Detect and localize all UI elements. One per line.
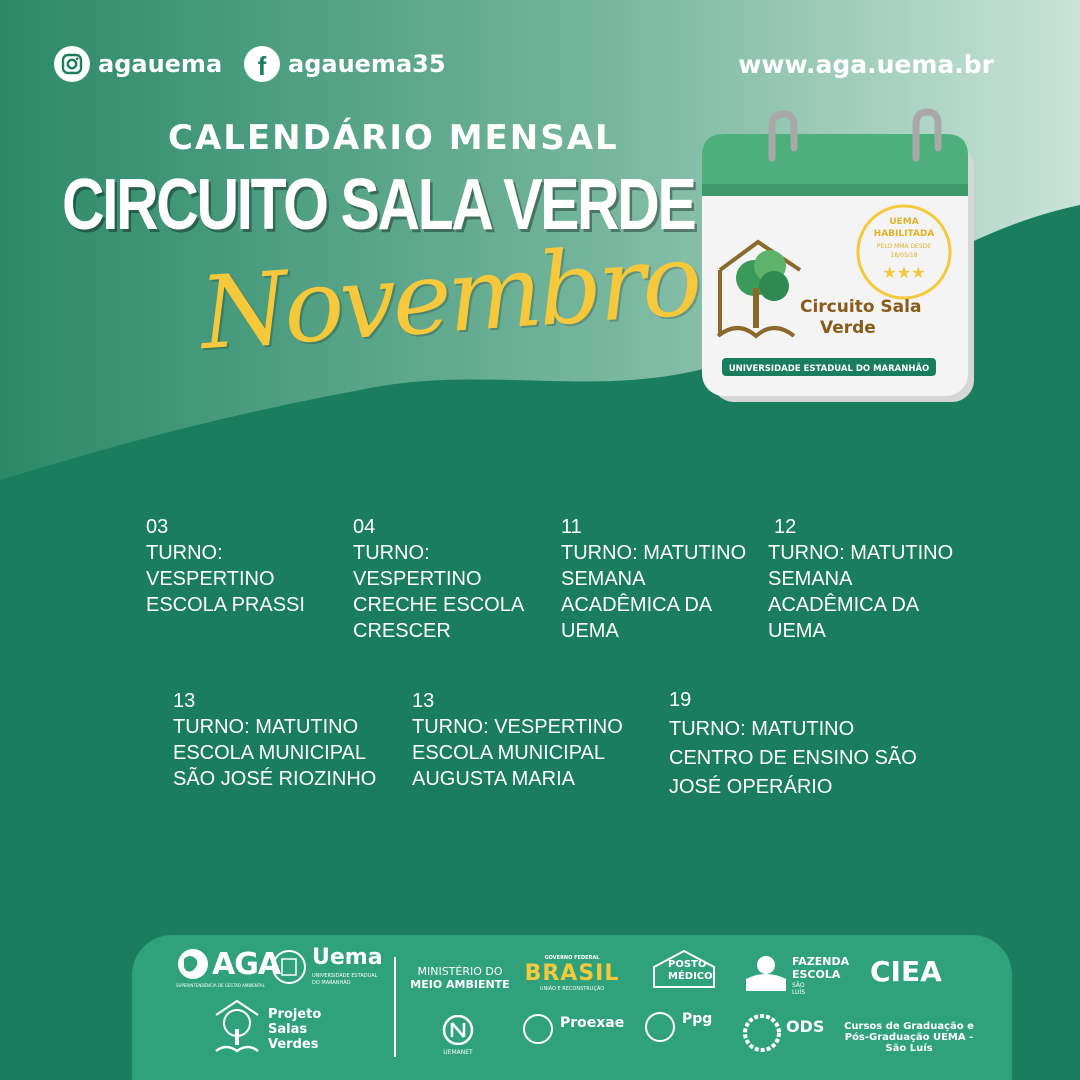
ministerio-logo (408, 965, 512, 991)
event-day: 03 (146, 516, 169, 538)
facebook-link[interactable] (244, 46, 446, 82)
posto-line1: POSTO (668, 959, 707, 970)
uemanet-text: UEMANET (443, 1049, 473, 1056)
event-line: ACADÊMICA DA (561, 594, 713, 616)
event-line: ACADÊMICA DA (768, 594, 920, 616)
event-line: CENTRO DE ENSINO SÃO (669, 747, 917, 769)
event-card (561, 514, 746, 644)
ppg-text: Ppg (682, 1011, 713, 1027)
event-line: CRECHE ESCOLA (353, 594, 525, 616)
event-line: AUGUSTA MARIA (412, 768, 575, 790)
event-line: JOSÉ OPERÁRIO (669, 776, 833, 798)
cursos-line2: Pós-Graduação UEMA - (844, 1032, 974, 1043)
farm-icon (746, 953, 786, 991)
event-line: ESCOLA PRASSI (146, 594, 305, 616)
uema-seal-icon (272, 947, 306, 987)
proexae-seal-icon (522, 1011, 554, 1047)
event-line: TURNO: MATUTINO (669, 718, 855, 740)
month-title: Novembro (196, 220, 702, 373)
aga-text: AGA (212, 947, 281, 982)
website-link[interactable]: www.aga.uema.br (738, 50, 994, 79)
instagram-icon (54, 46, 90, 82)
fazenda-line3: SÃO LUÍS (792, 982, 806, 996)
event-day: 13 (412, 690, 435, 712)
ods-wheel-icon (742, 1013, 782, 1053)
event-line: TURNO: MATUTINO (768, 542, 954, 564)
projeto-line3: Verdes (268, 1037, 319, 1052)
proexae-text: Proexae (560, 1015, 625, 1031)
event-line: UEMA (561, 620, 619, 642)
posto-line2: MÉDICO (668, 971, 713, 982)
gov-top: GOVERNO FEDERAL (544, 955, 600, 961)
event-day: 19 (669, 689, 692, 711)
instagram-handle: agauema (98, 50, 223, 78)
ciea-logo: CIEA (870, 955, 942, 988)
event-day: 11 (561, 516, 582, 538)
event-line: TURNO: MATUTINO (561, 542, 747, 564)
event-day: 12 (774, 516, 797, 538)
stamp-line2: HABILITADA (873, 229, 935, 239)
calendar-logo-line1: Circuito Sala (800, 297, 922, 317)
uema-sub2: DO MARANHÃO (312, 980, 351, 986)
stamp-line1: UEMA (889, 217, 919, 227)
facebook-icon: f (244, 46, 280, 82)
event-line: SÃO JOSÉ RIOZINHO (173, 768, 377, 790)
stamp-line4: 18/05/18 (890, 252, 918, 259)
ppg-seal-icon (644, 1007, 676, 1047)
event-line: SEMANA (561, 568, 646, 590)
event-line: ESCOLA MUNICIPAL (412, 742, 606, 764)
calendar-logo-line2: Verde (820, 318, 876, 338)
event-line: TURNO: (353, 542, 430, 564)
fazenda-line1: FAZENDA (792, 955, 850, 968)
ods-text: ODS (786, 1017, 825, 1036)
tree-book-icon (212, 999, 262, 1057)
cursos-line3: São Luís (885, 1043, 933, 1054)
footer-divider (394, 957, 396, 1057)
event-card (173, 688, 376, 792)
uemanet-logo (438, 1015, 478, 1056)
calendar-icon (698, 108, 978, 408)
event-day: 04 (353, 516, 376, 538)
event-card (669, 686, 917, 802)
event-line: TURNO: VESPERTINO (412, 716, 623, 738)
governo-federal-logo (524, 955, 620, 992)
gov-word: BRASIL (524, 961, 620, 986)
projeto-line1: Projeto (268, 1007, 322, 1022)
cursos-logo (844, 1021, 974, 1054)
event-line: VESPERTINO (353, 568, 482, 590)
globe-icon (176, 947, 210, 981)
uema-sub1: UNIVERSIDADE ESTADUAL (312, 973, 378, 979)
footer-logos (132, 935, 1012, 1080)
event-day: 13 (173, 690, 196, 712)
page-title: CIRCUITO SALA VERDE (62, 165, 695, 245)
event-card (768, 514, 953, 644)
facebook-handle: agauema35 (288, 50, 446, 78)
event-line: TURNO: (146, 542, 223, 564)
gov-bottom: UNIÃO E RECONSTRUÇÃO (539, 986, 605, 992)
aga-subtext: SUPERINTENDÊNCIA DE GESTÃO AMBIENTAL (176, 983, 265, 988)
cursos-line1: Cursos de Graduação e (844, 1021, 974, 1032)
event-line: TURNO: MATUTINO (173, 716, 359, 738)
stamp-line3: PELO MMA DESDE (876, 243, 932, 250)
event-line: VESPERTINO (146, 568, 275, 590)
calendar-banner: UNIVERSIDADE ESTADUAL DO MARANHÃO (728, 364, 930, 374)
event-card (146, 514, 305, 618)
ministerio-line1: MINISTÉRIO DO (417, 965, 503, 978)
fazenda-line2: ESCOLA (792, 968, 841, 981)
instagram-link[interactable] (54, 46, 222, 82)
event-line: SEMANA (768, 568, 853, 590)
uemanet-icon (441, 1015, 475, 1045)
uema-text: Uema (312, 945, 383, 970)
top-bar (54, 46, 994, 86)
page-subtitle: CALENDÁRIO MENSAL (168, 118, 619, 158)
event-line: UEMA (768, 620, 826, 642)
projeto-line2: Salas (268, 1022, 308, 1037)
event-line: ESCOLA MUNICIPAL (173, 742, 367, 764)
ministerio-line2: MEIO AMBIENTE (410, 978, 510, 991)
event-line: CRESCER (353, 620, 451, 642)
event-card (353, 514, 524, 644)
calendar-illustration (698, 108, 978, 408)
event-card (412, 688, 623, 792)
svg-text:★★★: ★★★ (882, 263, 926, 282)
